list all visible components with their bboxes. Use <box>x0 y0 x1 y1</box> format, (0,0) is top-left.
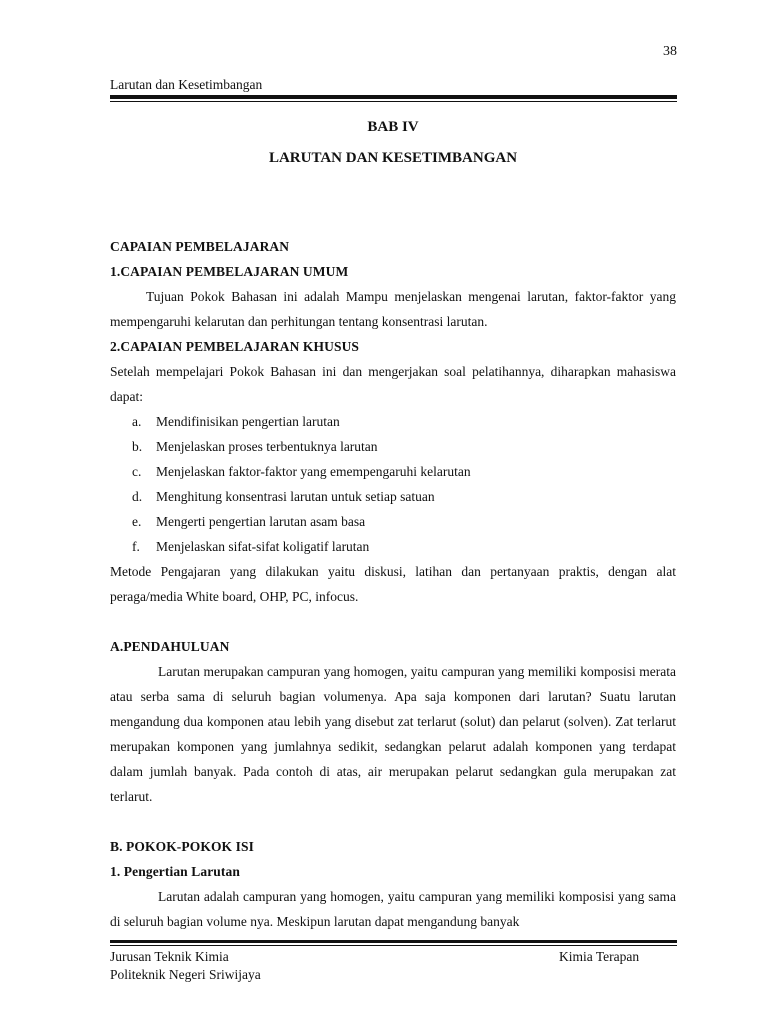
chapter-title: LARUTAN DAN KESETIMBANGAN <box>268 150 518 166</box>
chapter-number: BAB IV <box>367 119 419 135</box>
list-item <box>110 534 676 559</box>
page-number: 38 <box>663 44 677 59</box>
footer-institution: Politeknik Negeri Sriwijaya <box>110 967 261 982</box>
footer-left <box>110 948 261 984</box>
page-content <box>110 116 676 934</box>
list-item-text: Menjelaskan proses terbentuknya larutan <box>156 439 378 454</box>
learning-outcomes-heading: CAPAIAN PEMBELAJARAN <box>110 239 290 254</box>
specific-outcomes-list <box>110 409 676 559</box>
subsection-text: Larutan adalah campuran yang homogen, yaitu campuran yang memiliki komposisi yang sama di seluruh bagian volume nya. Meskipun larutan dapat mengandung banyak <box>110 889 676 929</box>
running-header: Larutan dan Kesetimbangan <box>110 77 263 92</box>
header-rule-thick <box>110 95 677 99</box>
list-item <box>110 509 676 534</box>
introduction-text: Larutan merupakan campuran yang homogen, yaitu campuran yang memiliki komposisi merata atau serba sama di seluruh bagian volumenya. Apa saja komponen dari larutan? Suatu larutan mengandung dua komponen atau lebih yang disebut zat terlarut (solut) dan pelarut (solven). Zat terlarut merupakan komponen yang jumlahnya sedikit, sedangkan pelarut adalah komponen yang terdapat dalam jumlah banyak. Pada contoh di atas, air merupakan pelarut sedangkan gula merupakan zat terlarut. <box>110 664 676 804</box>
list-marker: d. <box>132 489 143 504</box>
list-marker: a. <box>132 414 142 429</box>
footer-rule-thin <box>110 945 677 946</box>
list-item <box>110 434 676 459</box>
subsection-heading: 1. Pengertian Larutan <box>110 864 240 879</box>
list-item-text: Menjelaskan sifat-sifat koligatif larutan <box>156 539 370 554</box>
footer-department: Jurusan Teknik Kimia <box>110 949 229 964</box>
specific-outcomes-intro: Setelah mempelajari Pokok Bahasan ini dan mengerjakan soal pelatihannya, diharapkan mahasiswa dapat: <box>110 364 676 404</box>
list-item-text: Mengerti pengertian larutan asam basa <box>156 514 366 529</box>
list-marker: b. <box>132 439 143 454</box>
list-marker: e. <box>132 514 142 529</box>
specific-outcomes-heading: 2.CAPAIAN PEMBELAJARAN KHUSUS <box>110 339 360 354</box>
list-item <box>110 409 676 434</box>
footer-rule-thick <box>110 940 677 943</box>
list-item-text: Mendifinisikan pengertian larutan <box>156 414 340 429</box>
list-marker: f. <box>132 539 140 554</box>
general-outcomes-heading: 1.CAPAIAN PEMBELAJARAN UMUM <box>110 264 349 279</box>
list-item-text: Menghitung konsentrasi larutan untuk setiap satuan <box>156 489 435 504</box>
main-content-heading: B. POKOK-POKOK ISI <box>110 839 254 854</box>
list-item-text: Menjelaskan faktor-faktor yang emempengaruhi kelarutan <box>156 464 471 479</box>
introduction-heading: A.PENDAHULUAN <box>110 639 230 654</box>
footer-course: Kimia Terapan <box>559 949 640 964</box>
list-marker: c. <box>132 464 142 479</box>
teaching-method-text: Metode Pengajaran yang dilakukan yaitu diskusi, latihan dan pertanyaan praktis, dengan alat peraga/media White board, OHP, PC, infocus. <box>110 564 676 604</box>
general-outcomes-text: Tujuan Pokok Bahasan ini adalah Mampu menjelaskan mengenai larutan, faktor-faktor yang mempengaruhi kelarutan dan perhitungan tentang konsentrasi larutan. <box>110 289 676 329</box>
list-item <box>110 484 676 509</box>
header-rule-thin <box>110 101 677 102</box>
list-item <box>110 459 676 484</box>
